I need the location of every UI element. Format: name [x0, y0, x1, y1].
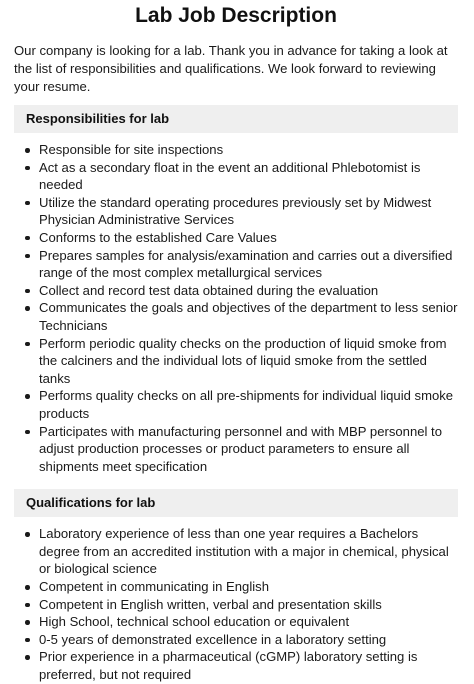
qualifications-list	[14, 525, 458, 683]
list-item: Participates with manufacturing personnel and with MBP personnel to adjust production processes or product parameters to ensure all shipments meet specification	[14, 423, 458, 476]
list-item: Communicates the goals and objectives of the department to less senior Technicians	[14, 299, 458, 334]
qualifications-heading: Qualifications for lab	[14, 489, 458, 517]
list-item: Prepares samples for analysis/examination and carries out a diversified range of the most complex metallurgical services	[14, 247, 458, 282]
list-item: Competent in English written, verbal and presentation skills	[14, 596, 458, 614]
page-title: Lab Job Description	[135, 4, 337, 27]
list-item: Competent in communicating in English	[14, 578, 458, 596]
list-item: Utilize the standard operating procedures previously set by Midwest Physician Administrative Services	[14, 194, 458, 229]
list-item: Conforms to the established Care Values	[14, 229, 458, 247]
list-item: Act as a secondary float in the event an additional Phlebotomist is needed	[14, 159, 458, 194]
list-item: Prior experience in a pharmaceutical (cGMP) laboratory setting is preferred, but not required	[14, 648, 458, 683]
intro-paragraph: Our company is looking for a lab. Thank you in advance for taking a look at the list of responsibilities and qualifications. We look forward to reviewing your resume.	[14, 43, 448, 94]
list-item: High School, technical school education or equivalent	[14, 613, 458, 631]
list-item: Perform periodic quality checks on the production of liquid smoke from the calciners and the individual lots of liquid smoke from the settled tanks	[14, 335, 458, 388]
list-item: 0-5 years of demonstrated excellence in a laboratory setting	[14, 631, 458, 649]
list-item: Responsible for site inspections	[14, 141, 458, 159]
responsibilities-list	[14, 141, 458, 475]
responsibilities-heading: Responsibilities for lab	[14, 105, 458, 133]
list-item: Laboratory experience of less than one year requires a Bachelors degree from an accredited institution with a major in chemical, physical or biological science	[14, 525, 458, 578]
list-item: Performs quality checks on all pre-shipments for individual liquid smoke products	[14, 387, 458, 422]
list-item: Collect and record test data obtained during the evaluation	[14, 282, 458, 300]
